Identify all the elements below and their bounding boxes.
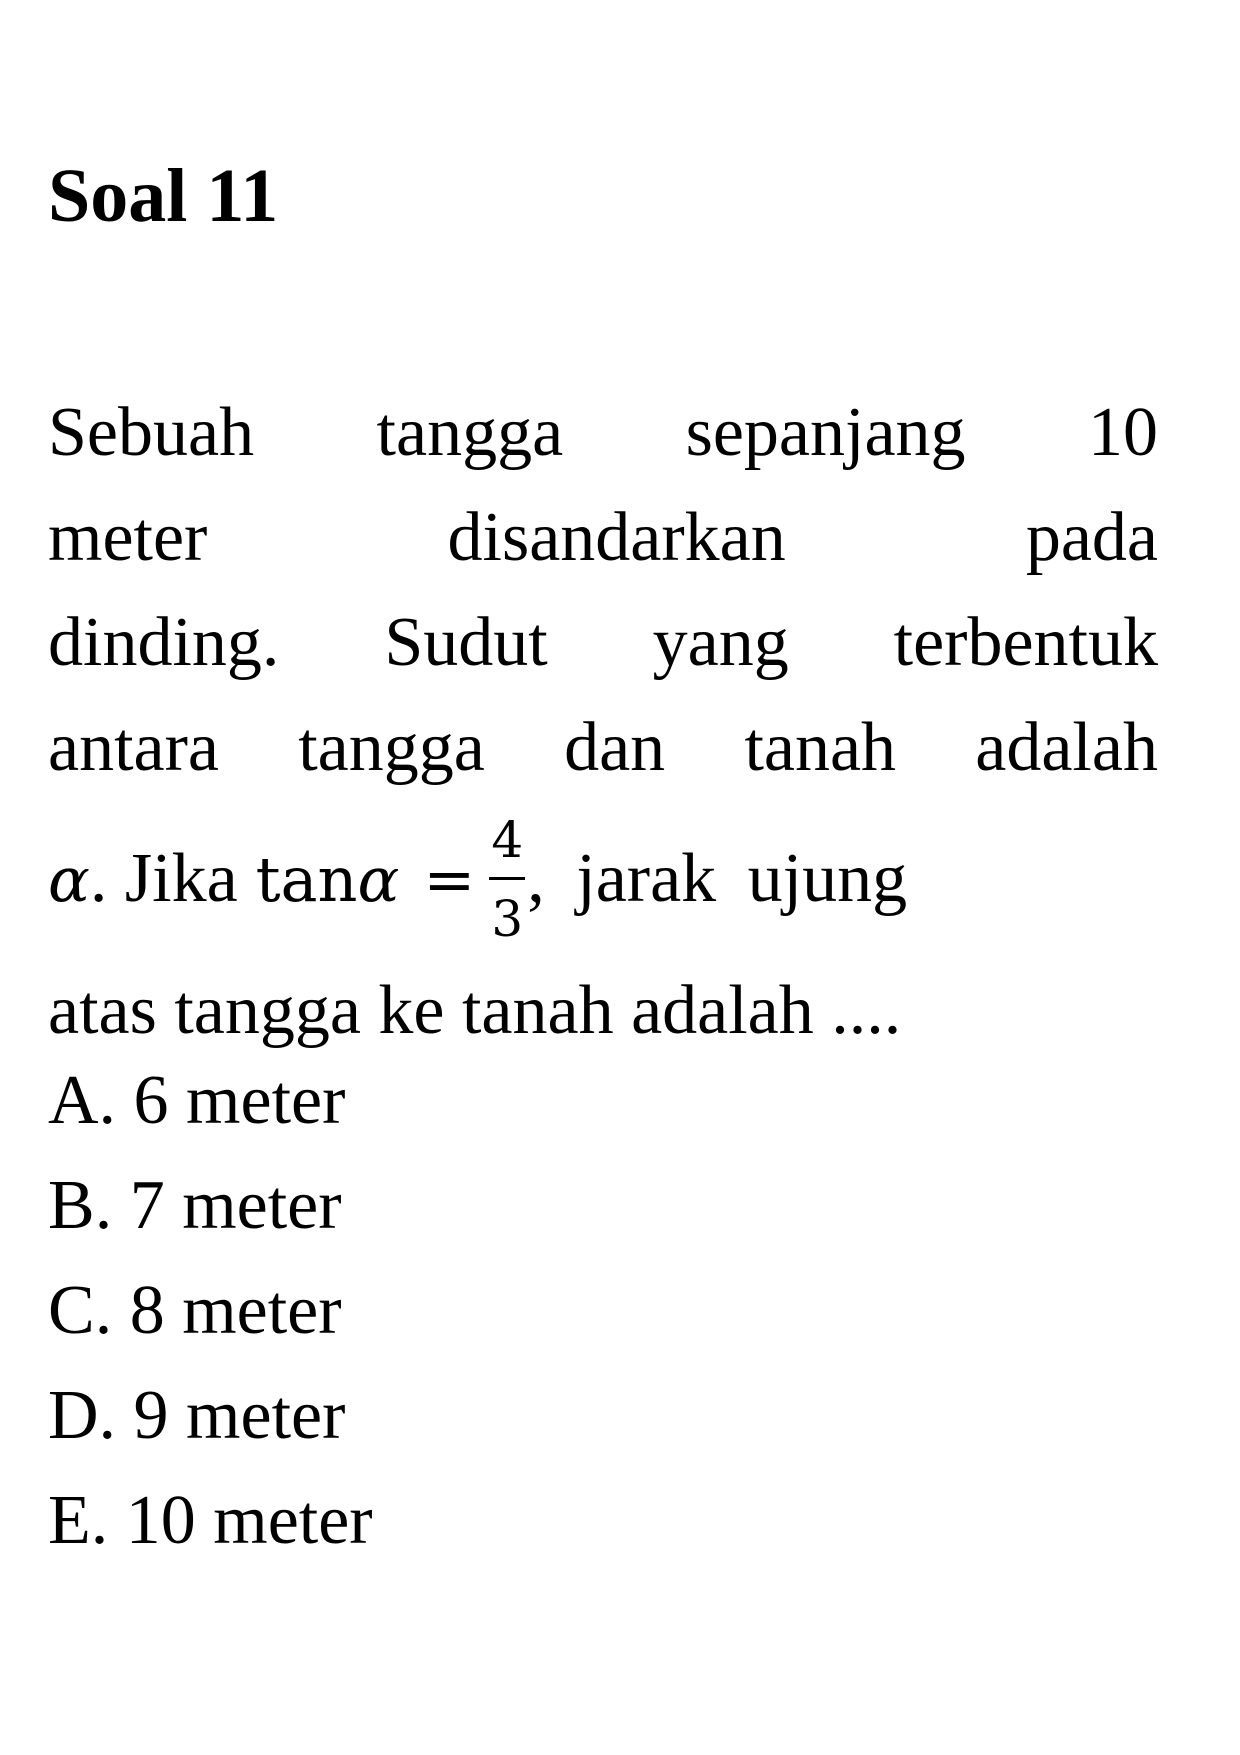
option-d: D. 9 meter [48,1377,346,1454]
equals-sign: = [423,842,476,916]
fraction [489,810,525,948]
question-line-3 [48,590,1158,695]
question-line-last: atas tangga ke tanah adalah .... [48,972,902,1049]
option-a: A. 6 meter [48,1062,346,1139]
alpha-symbol: α [357,842,400,916]
word: 10 [1087,394,1158,471]
word: adalah [975,709,1158,786]
question-title: Soal 11 [48,154,279,238]
option-b: B. 7 meter [48,1167,342,1244]
word: tanah [744,709,897,786]
word: tangga [376,394,564,471]
word: dan [564,709,666,786]
word: disandarkan [447,499,786,576]
fraction-bar [489,877,525,880]
word: meter [48,499,208,576]
fraction-numerator: 4 [491,810,524,869]
word: sepanjang [685,394,966,471]
math-line-text: , jarak ujung [527,840,908,917]
question-line-4 [48,695,1158,800]
word: pada [1025,499,1158,576]
word: Sebuah [48,394,255,471]
alpha-symbol: α [48,842,90,916]
word: antara [48,709,219,786]
word: tangga [298,709,485,786]
question-line-2 [48,485,1158,590]
word: terbentuk [893,604,1158,681]
math-line-text: . Jika [89,840,238,917]
option-e: E. 10 meter [48,1482,373,1559]
word: dinding. [48,604,280,681]
question-line-1 [48,380,1158,485]
answer-options [48,1048,373,1573]
tan-function: tan [255,842,358,916]
fraction-denominator: 3 [491,889,524,948]
word: Sudut [384,604,548,681]
word: yang [652,604,789,681]
option-c: C. 8 meter [48,1272,342,1349]
question-text [48,380,1158,1063]
question-math-line [48,800,1158,958]
